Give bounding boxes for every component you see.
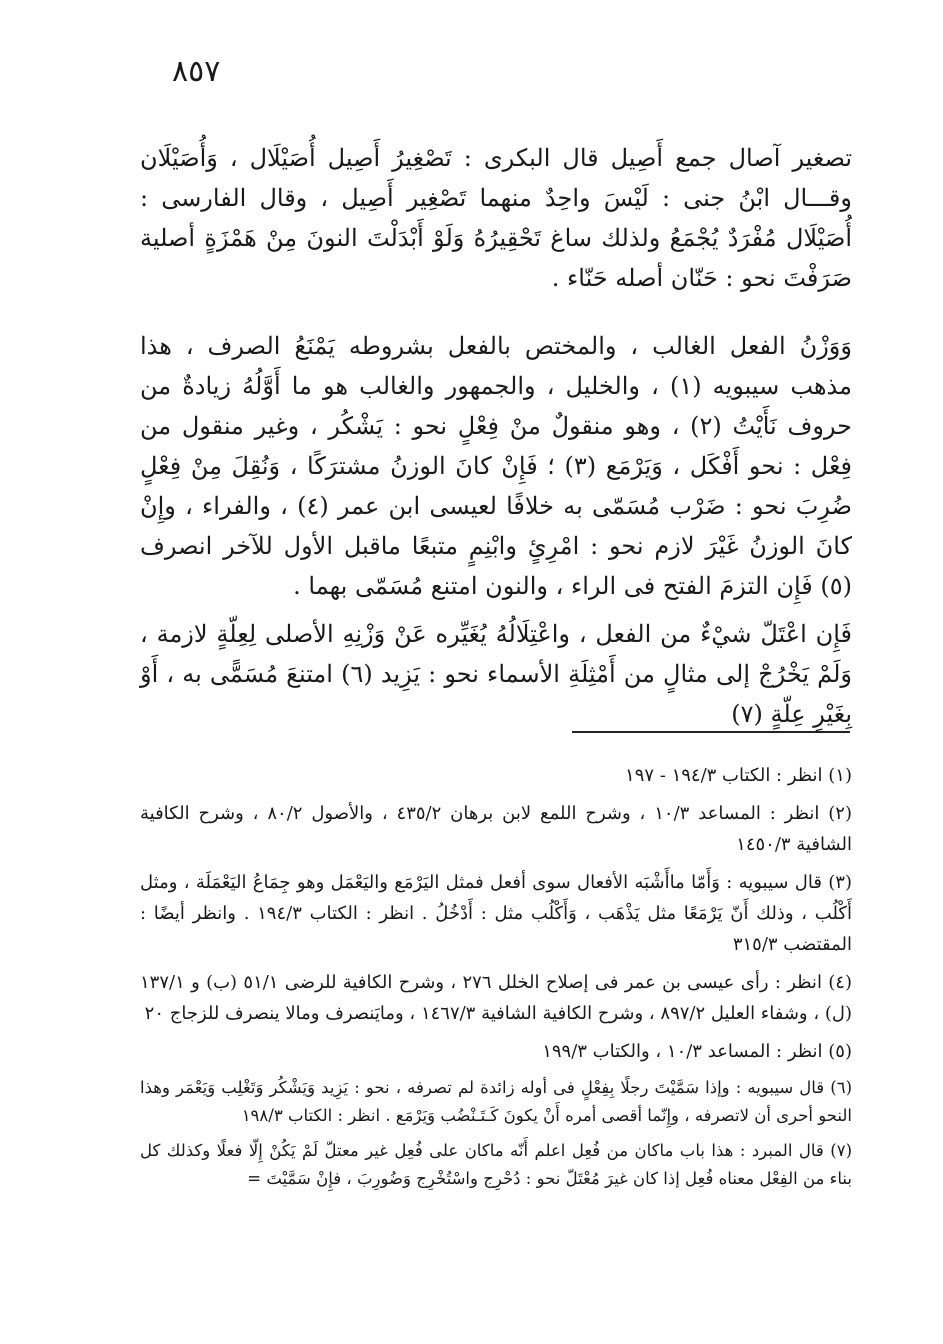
page-number: ٨٥٧ xyxy=(172,54,221,89)
footnote-separator xyxy=(572,731,850,733)
footnote: (١) انظر : الكتاب ١٩٤/٣ - ١٩٧ xyxy=(625,765,852,786)
body-paragraph: تصغير آصال جمع أَصِيل قال البكرى : تَصْغِيرُ أَصِيل أُصَيْلَال ، وَأُصَيْلَان وقـــال ابْنُ جنى : لَيْسَ واحِدٌ منهما تَصْغِير أَصِيل ، وقال الفارسى : أُصَيْلَال مُفْرَدٌ يُجْمَعُ ولذلك ساغ تَحْقِيرُهُ وَلَوْ أَبْدَلْتَ النونَ مِنْ هَمْزَةٍ أصلية صَرَفْتَ نحو : حَنّان أصله حَنّاء . xyxy=(140,144,852,292)
footnote: (٧) قال المبرد : هذا باب ماكان من فُعِل اعلم أَنّه ماكان على فُعِل غير معتلّ لَمْ يَكُنْ إِلّا فعلًا وكذلك كل بناء من الفِعْل معناه فُعِل إذا كان غيرَ مُعْتَلّ نحو : دُحْرِج واسْتُخْرِج وَضُورِبَ ، فإِنْ سَمَّيْتَ = xyxy=(140,1141,852,1188)
footnote: (٦) قال سيبويه : وإذا سَمَّيْتَ رجلًا بِفِعْلٍ فى أوله زائدة لم تصرفه ، نحو : يَزِيد وَيَشْكُر وَتَغْلِب وَيَعْمَر وهذا النحو أحرى أن لاتصرفه ، وإِنّما أقصى أمره أَنْ يكونَ كَـتَـنْضُب وَيَرْمَع . انظر : الكتاب ١٩٨/٣ xyxy=(140,1078,852,1125)
footnotes xyxy=(140,760,852,1200)
footnote: (٥) انظر : المساعد ١٠/٣ ، والكتاب ١٩٩/٣ xyxy=(542,1041,852,1062)
footnote: (٣) قال سيبويه : وَأَمّا ماأَشْبَه الأفعال سوى أفعل فمثل اليَرْمَع واليَعْمَل وهو جِمَاعُ اليَعْمَلَة ، ومثل أَكْلُب ، وذلك أَنّ يَرْمَعًا مثل يَذْهَب ، وَأَكْلُب مثل : أَدْخُلُ . انظر : الكتاب ١٩٤/٣ . وانظر أيضًا : المقتضب ٣١٥/٣ xyxy=(140,872,852,955)
footnote: (٤) انظر : رأى عيسى بن عمر فى إصلاح الخلل ٢٧٦ ، وشرح الكافية للرضى ٥١/١ (ب) و ١٣٧/١ (ل) ، وشفاء العليل ٨٩٧/٢ ، وشرح الكافية الشافية ١٤٦٧/٣ ، ومايَنصرف ومالا ينصرف للزجاج ٢٠ xyxy=(140,972,852,1024)
main-text xyxy=(140,138,852,734)
body-paragraph: وَوَزْنُ الفعل الغالب ، والمختص بالفعل بشروطه يَمْنَعُ الصرف ، هذا مذهب سيبويه (١) ، والخليل ، والجمهور والغالب هو ما أَوَّلُهُ زيادةٌ من حروف نَأَيْتُ (٢) ، وهو منقولٌ منْ فِعْلٍ نحو : يَشْكُر ، وغير منقول من فِعْل : نحو أَفْكَل ، وَيَرْمَع (٣) ؛ فَإِنْ كانَ الوزنُ مشترَكًا ، وَنُقِلَ مِنْ فِعْلٍ ضُرِبَ نحو : ضَرْب مُسَمّى به خلافًا لعيسى ابن عمر (٤) ، والفراء ، وإِنْ كانَ الوزنُ غَيْرَ لازم نحو : امْرِئٍ وابْنِمٍ متبعًا ماقبل الأول للآخر انصرف (٥) فَإِن التزمَ الفتح فى الراء ، والنون امتنع مُسَمّى بهما . xyxy=(140,332,852,600)
footnote: (٢) انظر : المساعد ١٠/٣ ، وشرح اللمع لابن برهان ٤٣٥/٢ ، والأصول ٨٠/٢ ، وشرح الكافية الشافية ١٤٥٠/٣ xyxy=(140,803,852,855)
body-paragraph: فَإِن اعْتَلّ شيْءٌ من الفعل ، واعْتِلَالُهُ يُغَيِّره عَنْ وَزْنِهِ الأصلى لِعِلّةٍ لازمة ، وَلَمْ يَخْرُجْ إلى مثالٍ من أَمْثِلَةِ الأسماء نحو : يَزِيد (٦) امتنعَ مُسَمًّى به ، أَوْ بِغَيْرِ عِلّةٍ (٧) xyxy=(140,620,853,728)
